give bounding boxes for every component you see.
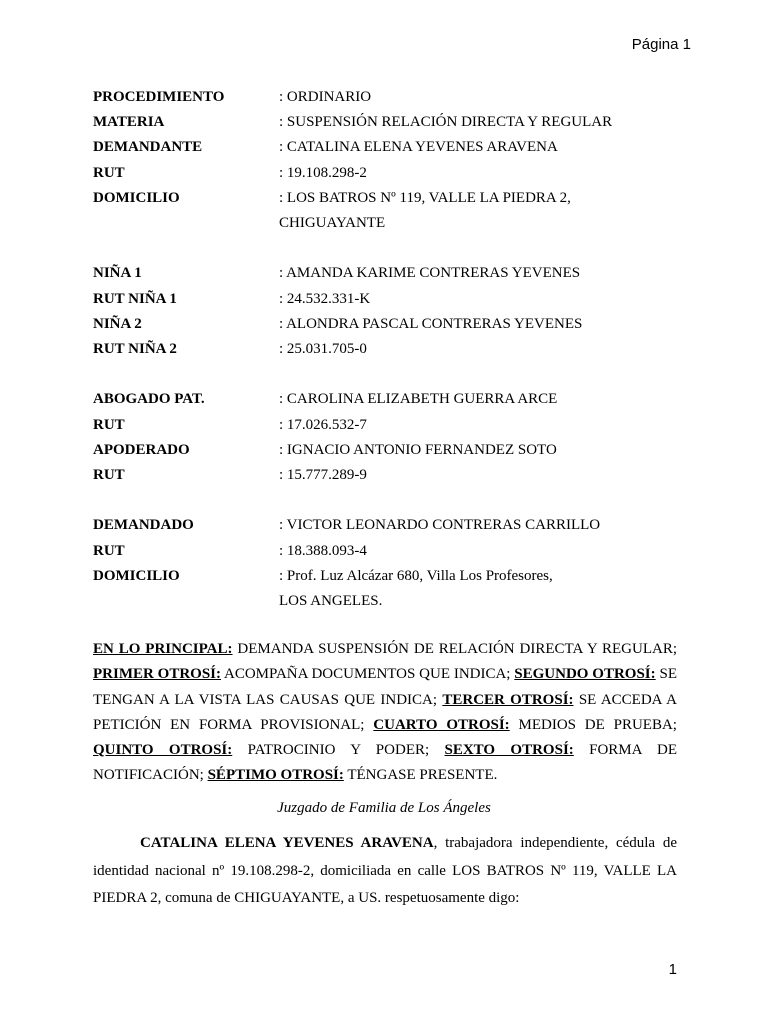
otrosi-label: TERCER OTROSÍ: bbox=[442, 691, 574, 708]
caption-value: : 18.388.093-4 bbox=[279, 542, 367, 559]
caption-value: : 25.031.705-0 bbox=[279, 341, 367, 358]
caption-label: RUT bbox=[93, 164, 125, 181]
page-number: 1 bbox=[668, 961, 677, 978]
indent bbox=[93, 835, 140, 851]
otrosi-text: ACOMPAÑA DOCUMENTOS QUE INDICA; bbox=[221, 666, 515, 683]
caption-label: ABOGADO PAT. bbox=[93, 391, 205, 408]
caption-label: DOMICILIO bbox=[93, 189, 180, 206]
caption-row bbox=[93, 287, 683, 312]
body-text: , trabajadora independiente, cédula de identidad nacional nº 19.108.298-2, domiciliada en calle LOS BATROS Nº 119, VALLE LA PIEDRA 2, comuna de CHIGUAYANTE, a US. respetuosamente digo: bbox=[93, 835, 677, 906]
caption-label: RUT bbox=[93, 542, 125, 559]
caption-label: DEMANDANTE bbox=[93, 139, 203, 156]
otrosi-text: SE TENGAN A LA VISTA LAS CAUSAS QUE INDICA; bbox=[93, 666, 677, 708]
otrosi-text: SE ACCEDA A PETICIÓN EN FORMA PROVISIONAL; bbox=[93, 691, 677, 733]
caption-row bbox=[93, 438, 683, 463]
otrosi-text: PATROCINIO Y PODER; bbox=[232, 742, 445, 759]
caption-value: : 15.777.289-9 bbox=[279, 467, 367, 484]
caption-row bbox=[93, 337, 683, 362]
court-heading: Juzgado de Familia de Los Ángeles bbox=[277, 800, 491, 816]
caption-row bbox=[93, 413, 683, 438]
caption-row bbox=[93, 387, 683, 412]
spacer bbox=[93, 488, 683, 513]
caption-row bbox=[93, 564, 683, 589]
caption-label: NIÑA 2 bbox=[93, 315, 142, 332]
caption-label: NIÑA 1 bbox=[93, 265, 142, 282]
caption-value-continuation: LOS ANGELES. bbox=[279, 593, 383, 610]
caption-row bbox=[93, 539, 683, 564]
caption-label-empty bbox=[93, 589, 279, 614]
caption-value: : CATALINA ELENA YEVENES ARAVENA bbox=[279, 139, 558, 156]
caption-label: RUT NIÑA 1 bbox=[93, 290, 177, 307]
caption-label: PROCEDIMIENTO bbox=[93, 89, 225, 105]
plaintiff-name: CATALINA ELENA YEVENES ARAVENA bbox=[140, 835, 434, 851]
caption-row bbox=[93, 211, 683, 236]
spacer bbox=[93, 236, 683, 261]
case-caption bbox=[93, 85, 683, 614]
caption-row bbox=[93, 312, 683, 337]
otrosi-label: SEGUNDO OTROSÍ: bbox=[514, 666, 656, 683]
otrosi-text: TÉNGASE PRESENTE. bbox=[343, 767, 498, 784]
caption-value: : 24.532.331-K bbox=[279, 290, 371, 307]
caption-label: RUT NIÑA 2 bbox=[93, 341, 177, 358]
otrosi-label: SÉPTIMO OTROSÍ: bbox=[207, 767, 344, 784]
caption-value: : LOS BATROS Nº 119, VALLE LA PIEDRA 2, bbox=[279, 189, 571, 206]
caption-row bbox=[93, 513, 683, 538]
caption-row bbox=[93, 110, 683, 135]
otrosi-label: SEXTO OTROSÍ: bbox=[444, 742, 574, 759]
principal-label: EN LO PRINCIPAL: bbox=[93, 641, 233, 657]
caption-value: : 19.108.298-2 bbox=[279, 164, 367, 181]
caption-row bbox=[93, 589, 683, 614]
caption-value: : Prof. Luz Alcázar 680, Villa Los Profesores, bbox=[279, 567, 553, 584]
caption-value: : AMANDA KARIME CONTRERAS YEVENES bbox=[279, 265, 581, 282]
otrosi-text: FORMA DE NOTIFICACIÓN; bbox=[93, 742, 677, 784]
caption-row bbox=[93, 135, 683, 160]
body-paragraph bbox=[93, 830, 677, 913]
caption-row bbox=[93, 261, 683, 286]
caption-label-empty bbox=[93, 211, 279, 236]
caption-row bbox=[93, 463, 683, 488]
caption-value: : ORDINARIO bbox=[279, 89, 372, 105]
caption-label: RUT bbox=[93, 467, 125, 484]
caption-value-continuation: CHIGUAYANTE bbox=[279, 215, 386, 232]
caption-row bbox=[93, 85, 683, 110]
otrosi-text: MEDIOS DE PRUEBA; bbox=[509, 716, 677, 733]
caption-label: DEMANDADO bbox=[93, 517, 194, 534]
caption-row bbox=[93, 161, 683, 186]
page-header-label: Página 1 bbox=[631, 36, 691, 53]
sumilla-paragraph bbox=[93, 637, 677, 789]
caption-value: : 17.026.532-7 bbox=[279, 416, 367, 433]
otrosi-label: CUARTO OTROSÍ: bbox=[373, 716, 510, 733]
otrosi-label: QUINTO OTROSÍ: bbox=[93, 742, 233, 759]
otrosi-label: PRIMER OTROSÍ: bbox=[93, 666, 221, 683]
spacer bbox=[93, 362, 683, 387]
caption-row bbox=[93, 186, 683, 211]
caption-value: : SUSPENSIÓN RELACIÓN DIRECTA Y REGULAR bbox=[279, 114, 613, 131]
caption-label: RUT bbox=[93, 416, 125, 433]
caption-value: : IGNACIO ANTONIO FERNANDEZ SOTO bbox=[279, 441, 557, 458]
caption-value: : CAROLINA ELIZABETH GUERRA ARCE bbox=[279, 391, 558, 408]
principal-text: DEMANDA SUSPENSIÓN DE RELACIÓN DIRECTA Y REGULAR; bbox=[232, 641, 678, 657]
caption-label: DOMICILIO bbox=[93, 567, 180, 584]
caption-label: MATERIA bbox=[93, 114, 165, 131]
caption-label: APODERADO bbox=[93, 441, 190, 458]
caption-value: : ALONDRA PASCAL CONTRERAS YEVENES bbox=[279, 315, 583, 332]
caption-value: : VICTOR LEONARDO CONTRERAS CARRILLO bbox=[279, 517, 601, 534]
